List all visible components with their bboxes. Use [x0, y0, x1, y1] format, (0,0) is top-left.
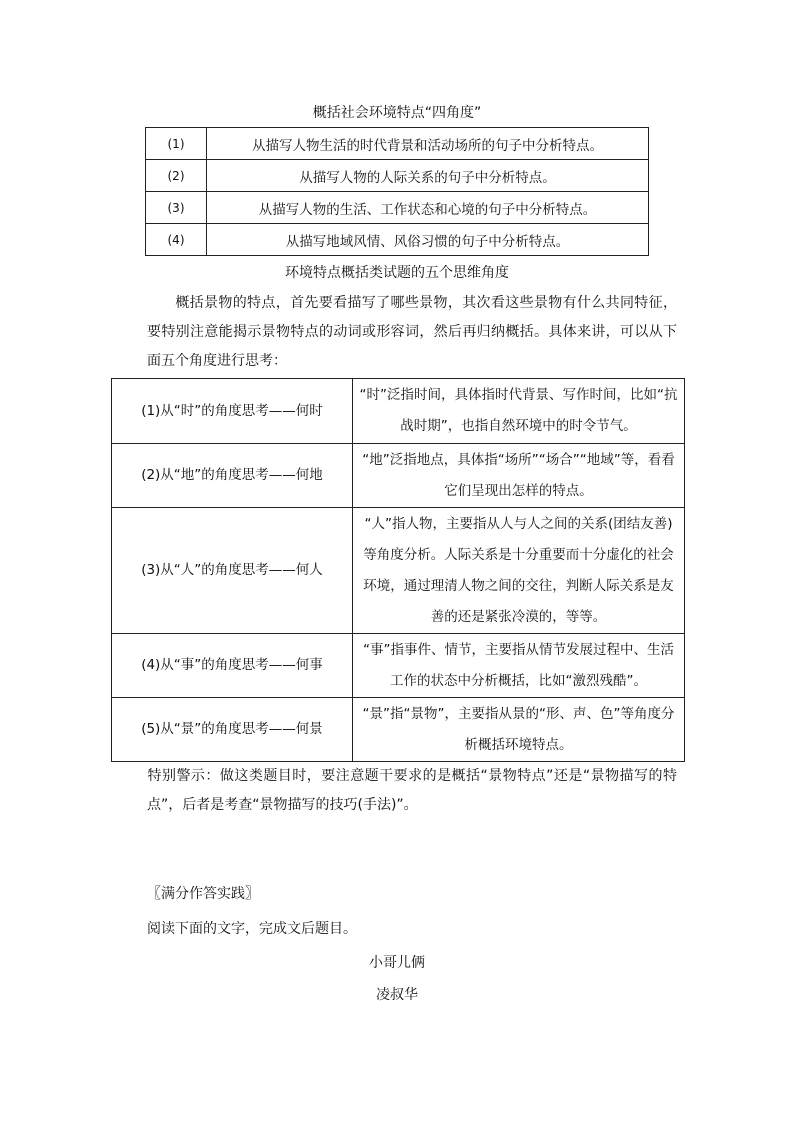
angle-description: “事”指事件、情节，主要指从情节发展过程中、生活工作的状态中分析概括，比如“激烈残酷”。 — [353, 634, 685, 698]
table-row — [112, 508, 685, 634]
four-angles-table — [145, 127, 649, 256]
row-text: 从描写人物的人际关系的句子中分析特点。 — [207, 160, 649, 192]
angle-description: “时”泛指时间，具体指时代背景、写作时间，比如“抗战时期”，也指自然环境中的时令节气。 — [353, 379, 685, 444]
angle-label: (5)从“景”的角度思考——何景 — [112, 698, 353, 762]
row-text: 从描写人物的生活、工作状态和心境的句子中分析特点。 — [207, 192, 649, 224]
angle-label: (4)从“事”的角度思考——何事 — [112, 634, 353, 698]
section-title-five-angles: 环境特点概括类试题的五个思维角度 — [285, 265, 509, 281]
angle-description: “地”泛指地点，具体指“场所”“场合”“地域”等，看看它们呈现出怎样的特点。 — [353, 444, 685, 508]
row-number: (4) — [146, 224, 207, 256]
angle-description: “景”指“景物”，主要指从景的“形、声、色”等角度分析概括环境特点。 — [353, 698, 685, 762]
story-title: 小哥儿俩 — [369, 955, 425, 971]
row-text: 从描写人物生活的时代背景和活动场所的句子中分析特点。 — [207, 128, 649, 160]
angle-label: (2)从“地”的角度思考——何地 — [112, 444, 353, 508]
row-text: 从描写地域风情、风俗习惯的句子中分析特点。 — [207, 224, 649, 256]
intro-paragraph — [147, 289, 677, 376]
table-row — [146, 192, 649, 224]
table-row — [112, 379, 685, 444]
row-number: (1) — [146, 128, 207, 160]
five-angles-table — [111, 378, 685, 762]
table-row — [146, 224, 649, 256]
practice-section-label: 〖满分作答实践〗 — [147, 886, 259, 902]
table-row — [112, 698, 685, 762]
table-row — [146, 160, 649, 192]
warning-text: 特别警示：做这类题目时，要注意题干要求的是概括“景物特点”还是“景物描写的特点”，后者是考查“景物描写的技巧(手法)”。 — [147, 768, 677, 813]
angle-description: “人”指人物，主要指从人与人之间的关系(团结友善)等角度分析。人际关系是十分重要而十分虚化的社会环境，通过理清人物之间的交往，判断人际关系是友善的还是紧张冷漠的，等等。 — [353, 508, 685, 634]
special-warning-paragraph — [147, 762, 677, 820]
row-number: (3) — [146, 192, 207, 224]
angle-label: (3)从“人”的角度思考——何人 — [112, 508, 353, 634]
table-row — [112, 444, 685, 508]
intro-text: 概括景物的特点，首先要看描写了哪些景物，其次看这些景物有什么共同特征，要特别注意能揭示景物特点的动词或形容词，然后再归纳概括。具体来讲，可以从下面五个角度进行思考： — [147, 295, 677, 369]
row-number: (2) — [146, 160, 207, 192]
angle-label: (1)从“时”的角度思考——何时 — [112, 379, 353, 444]
table-row — [146, 128, 649, 160]
table-row — [112, 634, 685, 698]
story-author: 凌叔华 — [376, 987, 418, 1003]
section-title-four-angles: 概括社会环境特点“四角度” — [312, 105, 482, 121]
reading-instruction: 阅读下面的文字，完成文后题目。 — [147, 921, 357, 937]
